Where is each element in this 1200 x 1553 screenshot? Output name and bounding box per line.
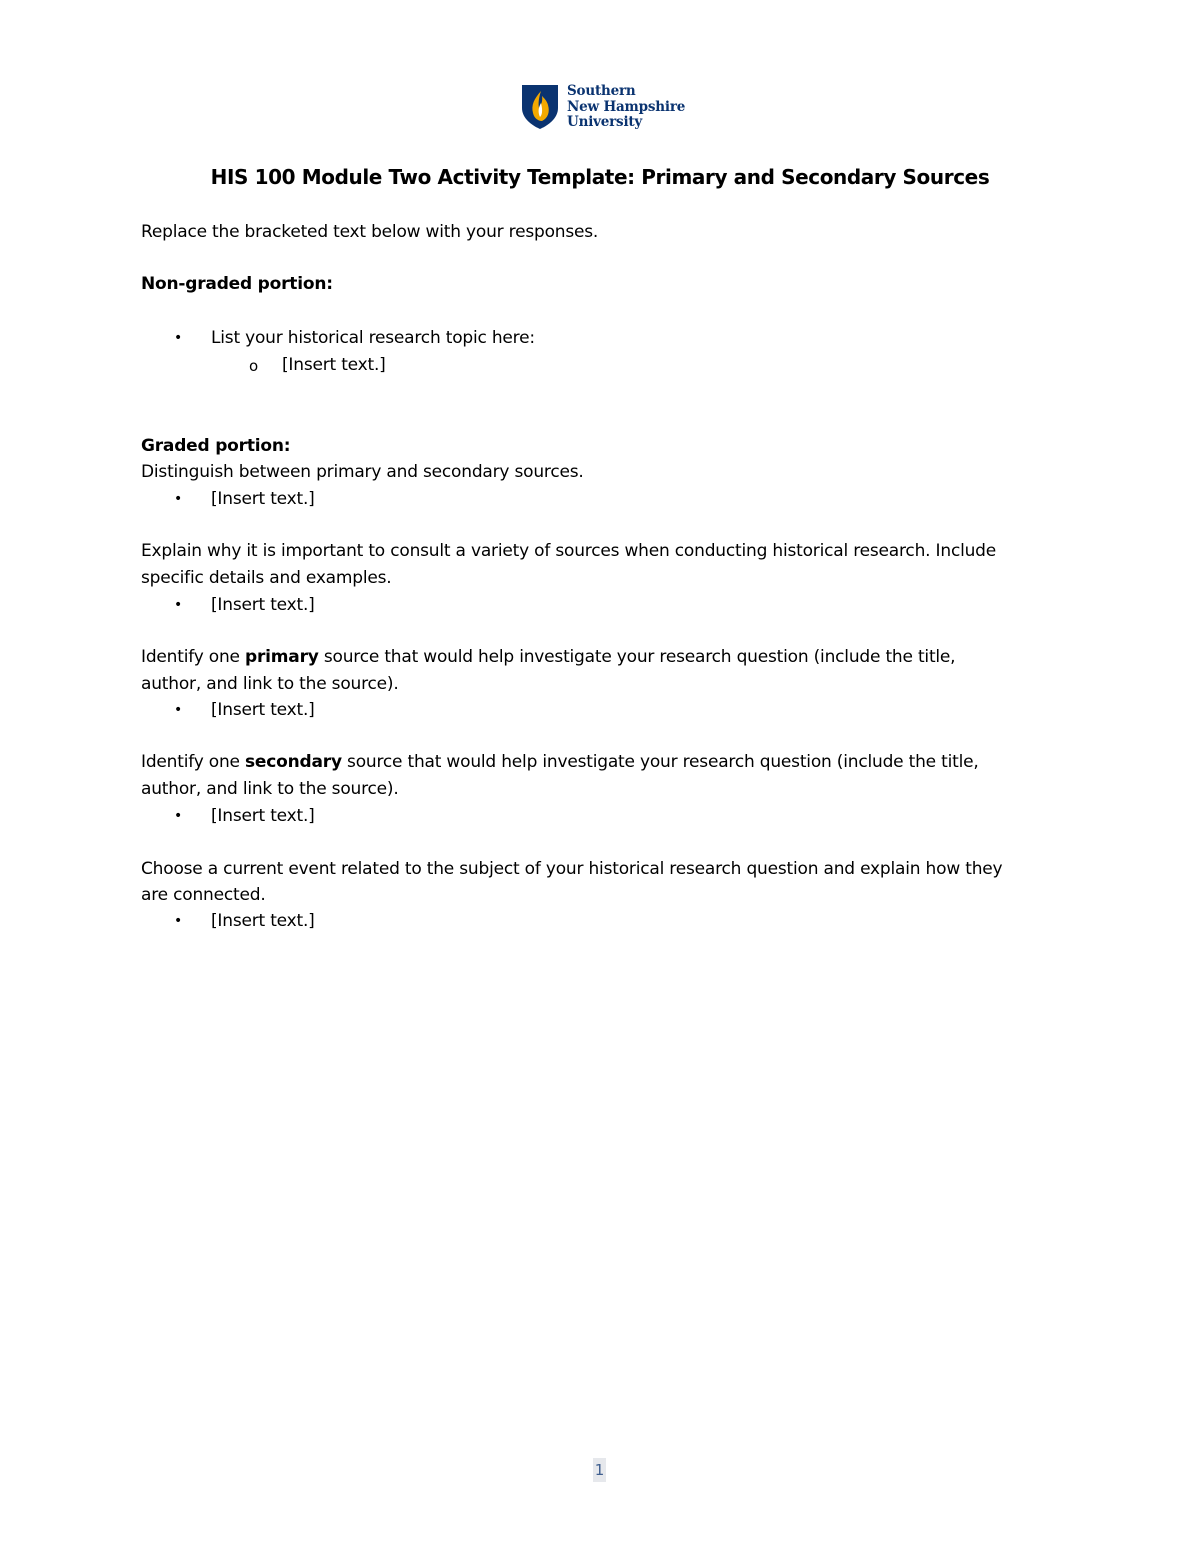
q3-prompt-post: source that would help investigate your research question (include the title,: [318, 647, 956, 667]
bullet-icon: •: [174, 702, 183, 718]
logo-line-1: Southern: [567, 83, 636, 99]
q3-prompt-line-1: [141, 647, 955, 667]
q4-prompt-line-1: [141, 752, 979, 772]
bullet-icon: •: [174, 491, 183, 507]
bullet-icon: •: [174, 330, 183, 346]
shield-flame-icon: [521, 84, 559, 130]
q2-prompt-line-1: Explain why it is important to consult a variety of sources when conducting historical research. Include: [141, 541, 997, 561]
q1-prompt: Distinguish between primary and secondary sources.: [141, 462, 584, 482]
q5-answer[interactable]: [Insert text.]: [211, 911, 315, 931]
q3-prompt-bold: primary: [245, 647, 319, 667]
logo-wordmark: [567, 84, 685, 131]
university-logo: [521, 84, 685, 131]
page-number: 1: [593, 1458, 606, 1482]
sub-bullet-icon: o: [249, 357, 259, 375]
q4-prompt-line-2: author, and link to the source).: [141, 779, 399, 799]
q5-prompt-line-1: Choose a current event related to the subject of your historical research question and explain how they: [141, 859, 1003, 879]
q3-prompt-pre: Identify one: [141, 647, 246, 667]
non-graded-heading: Non-graded portion:: [141, 274, 333, 294]
logo-line-2: New Hampshire: [567, 98, 686, 115]
q4-answer[interactable]: [Insert text.]: [211, 806, 315, 826]
graded-heading: Graded portion:: [141, 436, 291, 456]
q2-answer[interactable]: [Insert text.]: [211, 595, 315, 615]
intro-text: Replace the bracketed text below with your responses.: [141, 222, 599, 242]
q4-prompt-pre: Identify one: [141, 752, 246, 772]
bullet-icon: •: [174, 597, 183, 613]
q4-prompt-post: source that would help investigate your research question (include the title,: [341, 752, 979, 772]
q5-prompt-line-2: are connected.: [141, 885, 266, 905]
q3-answer[interactable]: [Insert text.]: [211, 700, 315, 720]
research-topic-prompt: List your historical research topic here:: [211, 328, 535, 348]
document-title: HIS 100 Module Two Activity Template: Primary and Secondary Sources: [210, 165, 990, 189]
q2-prompt-line-2: specific details and examples.: [141, 568, 392, 588]
logo-line-3: University: [567, 114, 643, 130]
bullet-icon: •: [174, 808, 183, 824]
q3-prompt-line-2: author, and link to the source).: [141, 674, 399, 694]
research-topic-answer[interactable]: [Insert text.]: [282, 355, 386, 375]
q1-answer[interactable]: [Insert text.]: [211, 489, 315, 509]
q4-prompt-bold: secondary: [245, 752, 342, 772]
bullet-icon: •: [174, 913, 183, 929]
